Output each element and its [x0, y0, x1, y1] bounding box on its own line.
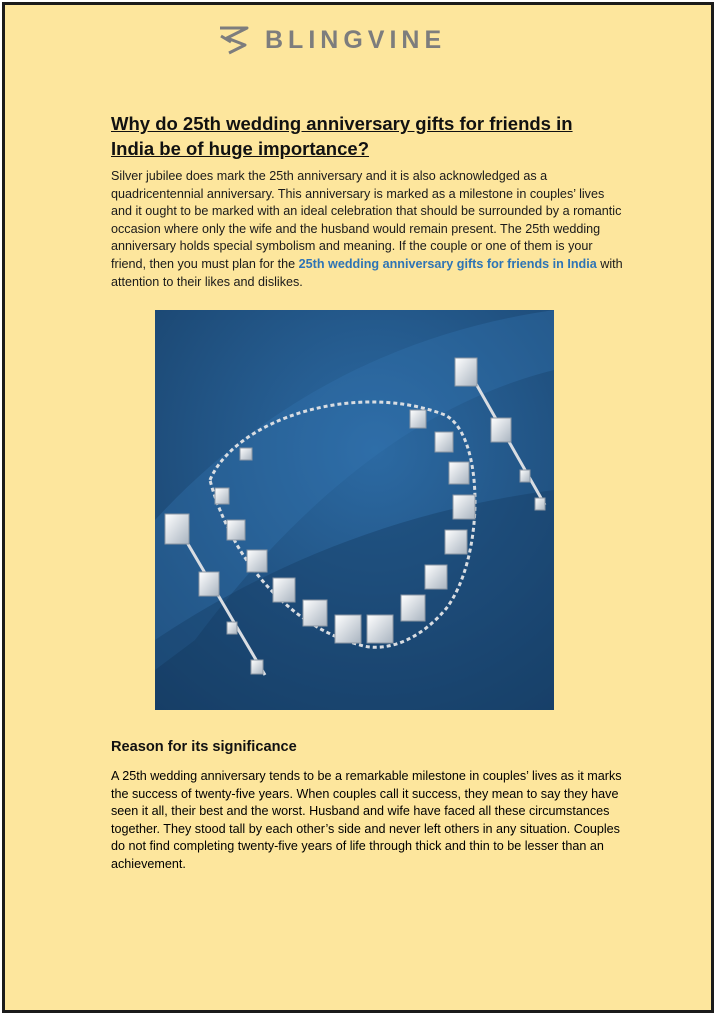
article-intro [111, 111, 623, 291]
intro-text: Silver jubilee does mark the 25th anniversary and it is also acknowledged as a quadricentennial anniversary. This anniversary is marked as a milestone in couples’ lives and it ought to be marked with an ideal celebration that should be surrounded by a romantic occasion where only the wife and the husband would remain present. The 25th wedding anniversary holds special symbolism and meaning. If the couple or one of them is your friend, then you must plan for the [111, 169, 622, 271]
necklace-illustration [155, 310, 554, 710]
title-line-2: India be of huge importance? [111, 138, 369, 159]
intro-tail: with attention to their likes and dislikes. [111, 256, 623, 289]
intro-paragraph [111, 168, 623, 291]
logo-text: BLINGVINE [265, 25, 447, 54]
document-page [2, 2, 714, 1013]
brand-logo[interactable] [217, 23, 446, 57]
necklace-photo [155, 310, 554, 710]
article-title [111, 111, 623, 161]
blingvine-logo-icon [217, 23, 251, 57]
section-heading: Reason for its significance [111, 739, 297, 755]
anniversary-gifts-link[interactable]: 25th wedding anniversary gifts for friends in India [298, 256, 597, 271]
section-paragraph: A 25th wedding anniversary tends to be a remarkable milestone in couples’ lives as it marks the success of twenty-five years. When couples call it success, they mean to say they have seen it all, their best and the worst. Husband and wife have faced all these circumstances together. They stood tall by each other’s side and never left others in any situation. Couples do not find completing twenty-five years of life through thick and thin to be lesser than an achievement. [111, 769, 622, 871]
title-line-1: Why do 25th wedding anniversary gifts for friends in [111, 113, 573, 134]
